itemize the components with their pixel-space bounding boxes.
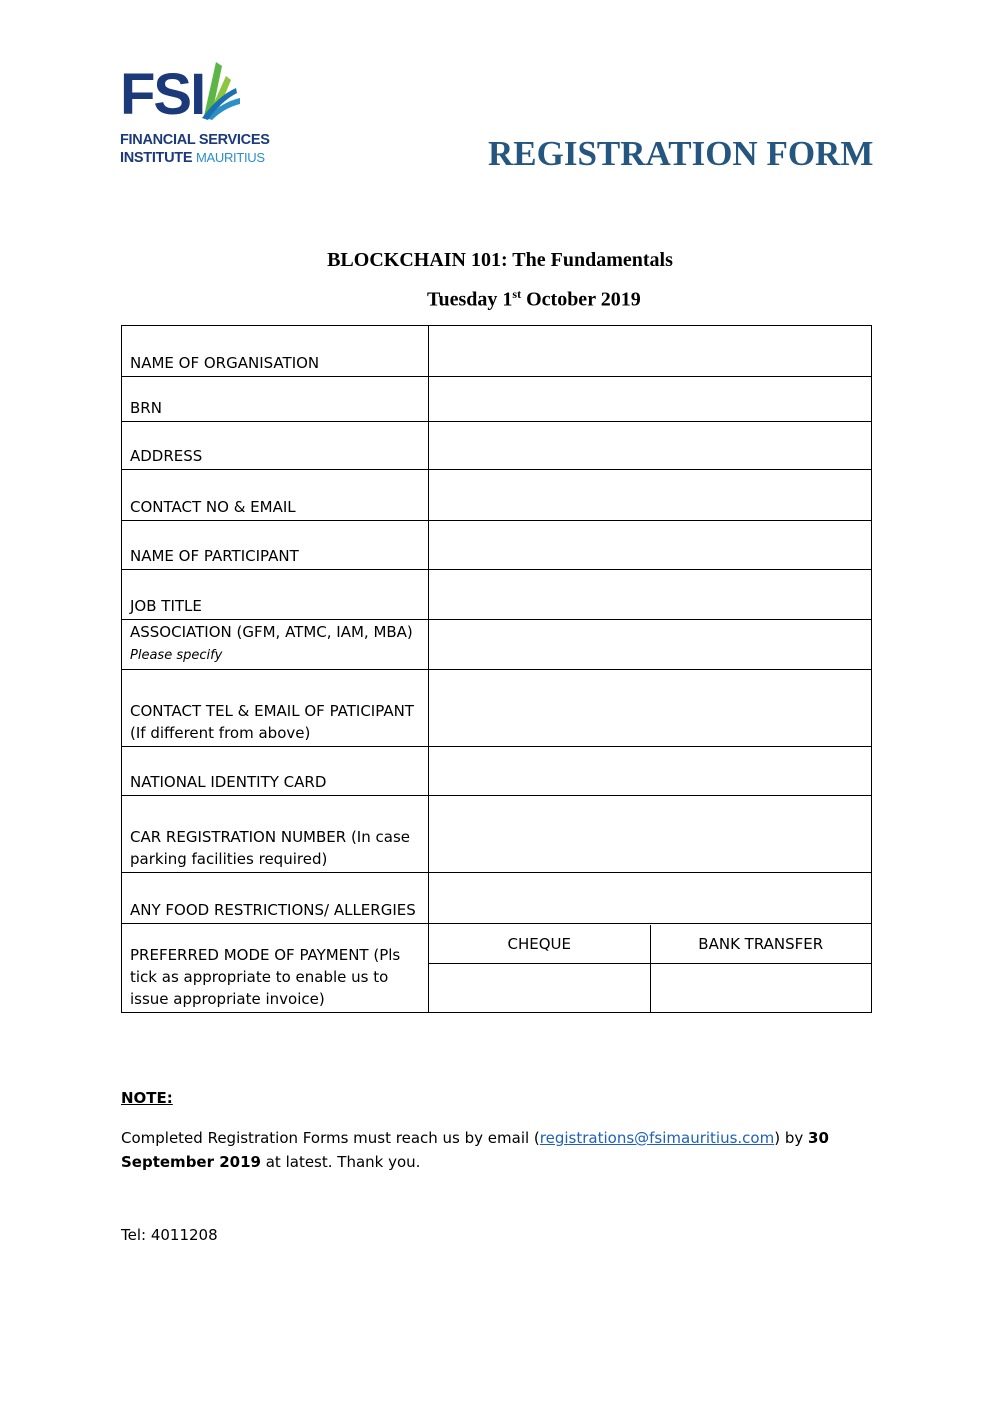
open-book-icon [200,58,242,120]
logo-mauritius: MAURITIUS [195,150,265,165]
field-label: CAR REGISTRATION NUMBER (In case parking facilities required) [122,796,429,873]
participant-contact-field[interactable] [429,670,872,747]
car-registration-field[interactable] [429,796,872,873]
nic-field[interactable] [429,747,872,796]
logo-institute: INSTITUTE [120,150,193,166]
row-association [122,620,872,670]
logo-line2 [120,150,265,166]
bank-transfer-tick-box[interactable] [650,964,871,1013]
fsi-logo [120,58,280,168]
address-field[interactable] [429,422,872,470]
payment-tick-row [429,964,871,1013]
note-text [121,1126,861,1174]
participant-field[interactable] [429,521,872,570]
field-label: ADDRESS [122,422,429,470]
cheque-option: CHEQUE [429,925,650,964]
note-text-after: at latest. Thank you. [260,1153,421,1171]
course-date [427,287,641,312]
date-suffix: October 2019 [521,288,641,311]
row-participant [122,521,872,570]
note-text-mid: ) by [774,1129,809,1147]
association-label: ASSOCIATION (GFM, ATMC, IAM, MBA) [130,623,413,641]
telephone: Tel: 4011208 [121,1226,218,1244]
note-heading: NOTE: [121,1089,173,1107]
row-contact [122,470,872,521]
row-food [122,873,872,924]
row-participant-contact [122,670,872,747]
please-specify: Please specify [130,648,223,663]
date-ordinal: st [512,287,522,301]
brn-field[interactable] [429,377,872,422]
row-organisation [122,326,872,377]
row-payment [122,924,872,1013]
row-address [122,422,872,470]
payment-grid [429,925,871,1012]
date-prefix: Tuesday 1 [427,288,513,311]
note-text-before: Completed Registration Forms must reach us by email ( [121,1129,540,1147]
payment-options [429,924,872,1013]
job-title-field[interactable] [429,570,872,620]
email-link[interactable]: registrations@fsimauritius.com [539,1129,775,1147]
field-label: JOB TITLE [122,570,429,620]
payment-header [429,925,871,964]
logo-wordmark: FSI [120,62,205,127]
contact-field[interactable] [429,470,872,521]
row-job-title [122,570,872,620]
field-label: NAME OF PARTICIPANT [122,521,429,570]
row-nic [122,747,872,796]
field-label: NATIONAL IDENTITY CARD [122,747,429,796]
logo-line1: FINANCIAL SERVICES [120,132,270,148]
row-car-registration [122,796,872,873]
field-label: ANY FOOD RESTRICTIONS/ ALLERGIES [122,873,429,924]
deadline: 30 September 2019 [121,1129,829,1171]
field-label: PREFERRED MODE OF PAYMENT (Pls tick as appropriate to enable us to issue appropriate invoice) [122,924,429,1013]
food-field[interactable] [429,873,872,924]
field-label [122,620,429,670]
field-label: NAME OF ORGANISATION [122,326,429,377]
field-label: BRN [122,377,429,422]
association-field[interactable] [429,620,872,670]
organisation-field[interactable] [429,326,872,377]
field-label: CONTACT NO & EMAIL [122,470,429,521]
bank-transfer-option: BANK TRANSFER [650,925,871,964]
row-brn [122,377,872,422]
field-label: CONTACT TEL & EMAIL OF PATICIPANT (If different from above) [122,670,429,747]
registration-table [121,325,872,1013]
cheque-tick-box[interactable] [429,964,650,1013]
page-title: REGISTRATION FORM [488,134,874,173]
course-title: BLOCKCHAIN 101: The Fundamentals [327,249,673,271]
